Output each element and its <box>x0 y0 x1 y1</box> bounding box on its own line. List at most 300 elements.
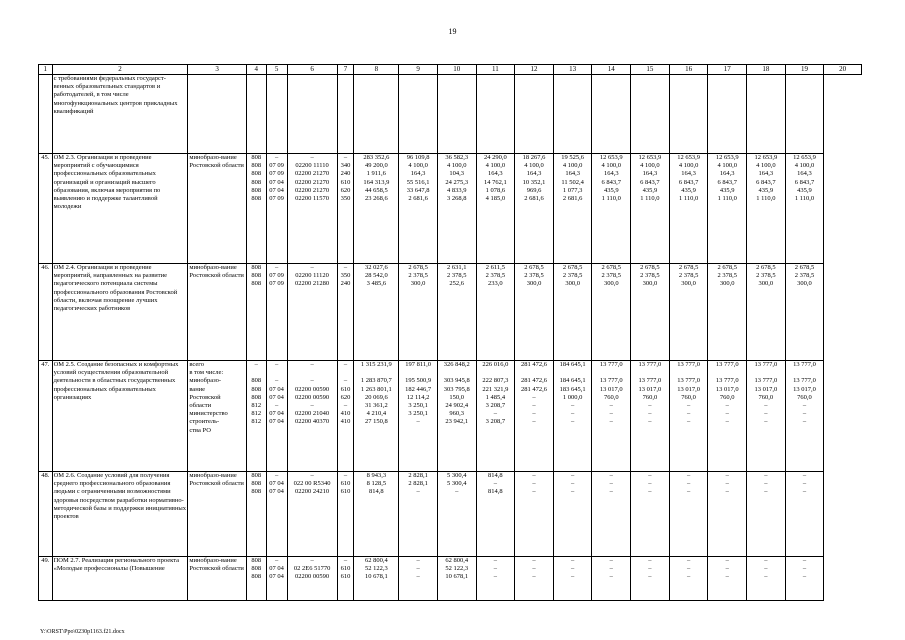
code-line: 812 <box>251 418 262 426</box>
funding-value-cell <box>708 361 747 472</box>
value-line: – <box>686 480 691 488</box>
code-line: 02200 00590 <box>295 393 330 401</box>
code-line: 808 <box>251 565 262 573</box>
funding-value-cell <box>708 557 747 601</box>
value-line: 2 678,5 <box>794 264 815 271</box>
value-line: 4 100,0 <box>524 162 544 170</box>
code-line: 02200 00590 <box>295 573 330 581</box>
value-line: 150,0 <box>449 393 465 401</box>
column-header: 8 <box>354 65 399 75</box>
funding-value-cell <box>553 264 592 361</box>
code-line: 07 04 <box>269 565 284 573</box>
executor-line: Ростовской <box>189 393 221 401</box>
value-line: – <box>532 488 536 496</box>
funding-value-cell <box>476 264 515 361</box>
value-line: 11 502,4 <box>561 178 584 186</box>
value-line: 2 378,5 <box>485 272 506 280</box>
value-line <box>632 369 668 377</box>
funding-value-cell <box>708 264 747 361</box>
budget-code-cell <box>266 557 287 601</box>
funding-value-cell <box>708 154 747 264</box>
value-line: 4 100,0 <box>717 162 737 170</box>
value-line <box>478 369 514 377</box>
value-line: 2 378,5 <box>756 272 776 280</box>
value-line: – <box>725 480 729 488</box>
value-line: 3 250,1 <box>408 401 428 409</box>
code-line: 07 04 <box>269 393 284 401</box>
funding-value-cell <box>747 75 786 154</box>
code-line: 808 <box>251 393 262 401</box>
file-path-footer: Y:\ORST\Ppo\0230p1163.f21.docx <box>40 629 125 635</box>
code-line: 07 04 <box>269 573 284 581</box>
code-line: 812 <box>251 410 262 418</box>
value-line: 300,0 <box>642 280 658 288</box>
value-line: – <box>532 401 536 409</box>
funding-value-cell <box>669 154 708 264</box>
budget-code-cell <box>337 154 354 264</box>
value-line <box>555 369 591 377</box>
table-row <box>39 361 862 472</box>
value-line: – <box>416 573 420 581</box>
value-line: 2 378,5 <box>562 272 583 280</box>
value-line: 62 800,4 <box>364 557 388 564</box>
value-line: 303 945,8 <box>443 377 470 385</box>
value-line: 24 275,3 <box>445 178 469 186</box>
value-line: 6 843,7 <box>717 178 737 186</box>
budget-code-cell <box>337 264 354 361</box>
row-number: 45. <box>39 154 53 264</box>
value-line: 13 017,0 <box>638 385 662 393</box>
code-line: 350 <box>340 194 351 202</box>
value-line: 8 943,3 <box>366 472 387 479</box>
code-line: 808 <box>251 573 262 581</box>
funding-value-cell <box>592 75 631 154</box>
value-line: – <box>764 488 768 496</box>
value-line: 31 361,2 <box>364 401 388 409</box>
value-line: 435,9 <box>642 186 658 194</box>
value-line: 164,3 <box>410 170 426 178</box>
value-line: – <box>725 573 729 581</box>
value-line: – <box>802 557 807 564</box>
value-line: – <box>764 410 768 418</box>
value-line: 13 777,0 <box>715 361 739 368</box>
funding-value-cell <box>399 264 438 361</box>
funding-value-cell <box>476 557 515 601</box>
value-line: 760,0 <box>603 393 619 401</box>
column-header: 14 <box>592 65 631 75</box>
funding-value-cell <box>669 472 708 557</box>
value-line: 4 185,0 <box>485 194 506 202</box>
value-line: 1 110,0 <box>678 194 699 202</box>
column-header: 18 <box>747 65 786 75</box>
value-line: 760,0 <box>797 393 812 401</box>
code-line: 240 <box>340 170 351 178</box>
value-line: – <box>609 480 613 488</box>
value-line: 760,0 <box>719 393 735 401</box>
value-line: – <box>686 565 691 573</box>
value-line: 4 100,0 <box>678 162 699 170</box>
budget-code-cell <box>266 361 287 472</box>
column-header: 16 <box>669 65 708 75</box>
value-line: 435,9 <box>797 186 812 194</box>
value-line <box>787 369 823 377</box>
value-line: 182 446,7 <box>405 385 432 393</box>
value-line: – <box>764 480 768 488</box>
code-line: 02200 21280 <box>295 280 330 288</box>
value-line: 6 843,7 <box>601 178 622 186</box>
column-header: 12 <box>515 65 554 75</box>
value-line: 49 200,0 <box>364 162 388 170</box>
value-line: – <box>802 480 807 488</box>
value-line: 32 027,6 <box>364 264 388 271</box>
value-line: – <box>764 565 768 573</box>
code-line: 02 2E6 51770 <box>293 565 331 573</box>
funding-value-cell <box>437 154 476 264</box>
value-line: 164 313,9 <box>363 178 390 186</box>
table-row <box>39 75 862 154</box>
value-line: 13 777,0 <box>599 377 623 385</box>
value-line: 13 777,0 <box>677 377 700 385</box>
value-line: 2 681,6 <box>524 194 544 202</box>
funding-value-cell <box>631 472 670 557</box>
value-line: 13 777,0 <box>793 361 816 368</box>
column-header: 17 <box>708 65 747 75</box>
value-line: – <box>493 410 497 418</box>
value-line: 10 678,1 <box>364 573 388 581</box>
table-row <box>39 472 862 557</box>
value-line: – <box>532 480 536 488</box>
value-line: – <box>571 565 575 573</box>
value-line: 2 828,1 <box>408 472 428 479</box>
value-line: – <box>532 557 536 564</box>
value-line: – <box>493 557 497 564</box>
row-number: 46. <box>39 264 53 361</box>
value-line: 164,3 <box>797 170 812 178</box>
responsible-executor: минобразо-вание Ростовской области <box>188 154 246 264</box>
value-line: – <box>686 401 691 409</box>
value-line: – <box>609 565 613 573</box>
value-line: 3 250,1 <box>408 410 428 418</box>
value-line: – <box>532 565 536 573</box>
value-line: – <box>571 401 575 409</box>
budget-code-cell <box>266 154 287 264</box>
funding-value-cell <box>515 75 554 154</box>
budget-code-cell <box>246 557 266 601</box>
value-line: 2 378,5 <box>640 272 660 280</box>
code-line: 410 <box>340 418 351 426</box>
code-line: 610 <box>340 480 351 488</box>
value-line: 1 000,0 <box>562 393 583 401</box>
value-line: – <box>648 401 652 409</box>
funding-value-cell <box>515 472 554 557</box>
value-line: 2 678,5 <box>601 264 622 271</box>
value-line: 760,0 <box>681 393 696 401</box>
value-line: 1 110,0 <box>601 194 621 202</box>
value-line: – <box>609 410 613 418</box>
value-line: 5 300,4 <box>446 472 467 479</box>
code-line: 620 <box>340 393 351 401</box>
code-line: 610 <box>340 385 351 393</box>
value-line: 52 122,3 <box>445 565 469 573</box>
value-line: 12 653,9 <box>638 154 662 161</box>
value-line: 36 582,3 <box>445 154 469 161</box>
value-line: – <box>493 573 497 581</box>
funding-value-cell <box>708 75 747 154</box>
value-line: – <box>493 565 497 573</box>
budget-code-cell <box>287 264 337 361</box>
funding-value-cell <box>354 472 399 557</box>
funding-value-cell <box>354 361 399 472</box>
value-line: 13 777,0 <box>638 361 662 368</box>
value-line: – <box>686 488 691 496</box>
value-line: 2 631,1 <box>446 264 467 271</box>
value-line: 252,6 <box>449 280 465 288</box>
value-line: 2 678,5 <box>562 264 583 271</box>
code-line: 808 <box>251 472 262 479</box>
budget-code-cell <box>246 361 266 472</box>
budget-code-cell <box>287 361 337 472</box>
value-line: – <box>609 401 613 409</box>
value-line: 23 268,6 <box>364 194 388 202</box>
value-line: – <box>802 418 807 426</box>
value-line: 6 843,7 <box>756 178 776 186</box>
column-header: 11 <box>476 65 515 75</box>
value-line: 4 100,0 <box>640 162 660 170</box>
measure-name: с требованиями федеральных государст-венных образовательных стандартов и работодателей, в том числе многофункциональных центров прикладных квалификаций <box>52 75 188 154</box>
value-line: 2 378,5 <box>601 272 622 280</box>
code-line: 02200 24210 <box>295 488 330 496</box>
funding-value-cell <box>399 361 438 472</box>
budget-code-cell <box>246 264 266 361</box>
value-line: – <box>686 573 691 581</box>
funding-value-cell <box>747 472 786 557</box>
code-line: 02200 21040 <box>295 410 330 418</box>
executor-line: минобразо- <box>189 377 222 385</box>
value-line: 1 911,6 <box>366 170 386 178</box>
funding-value-cell <box>437 557 476 601</box>
value-line: 2 828,1 <box>408 480 428 488</box>
value-line: – <box>764 472 768 479</box>
value-line: 24 290,0 <box>483 154 507 161</box>
value-line: – <box>532 472 536 479</box>
value-line: 164,3 <box>603 170 619 178</box>
measure-name: ОМ 2.6. Создание условий для получения среднего профессионального образования людьми с ограниченными возможностями здоровья посредством разработки нормативно-методической базы и поддержки инициативных проектов <box>52 472 188 557</box>
value-line: 6 843,7 <box>678 178 699 186</box>
code-line: 02200 11110 <box>295 162 329 170</box>
funding-value-cell <box>515 557 554 601</box>
funding-value-cell <box>631 75 670 154</box>
funding-value-cell <box>785 557 824 601</box>
value-line: – <box>648 472 652 479</box>
value-line: – <box>571 557 575 564</box>
value-line <box>748 369 784 377</box>
code-line: – <box>343 264 348 271</box>
value-line: 3 485,6 <box>366 280 387 288</box>
budget-code-cell <box>246 75 266 154</box>
value-line: 52 122,3 <box>364 565 388 573</box>
code-line: 610 <box>340 565 351 573</box>
value-line: 27 150,8 <box>364 418 388 426</box>
value-line: 300,0 <box>526 280 542 288</box>
code-line: 808 <box>251 194 262 202</box>
funding-value-cell <box>785 264 824 361</box>
code-line: 610 <box>340 178 351 186</box>
table-row <box>39 557 862 601</box>
value-line: – <box>648 557 652 564</box>
value-line: 281 472,6 <box>521 361 547 368</box>
code-line: 808 <box>251 162 262 170</box>
value-line <box>516 369 552 377</box>
value-line: 1 315 231,9 <box>360 361 392 368</box>
value-line: 814,8 <box>488 488 503 496</box>
column-header: 10 <box>437 65 476 75</box>
executor-line: ства РО <box>189 426 211 434</box>
value-line: 2 378,5 <box>524 272 544 280</box>
funding-value-cell <box>399 154 438 264</box>
value-line: 12 114,2 <box>406 393 430 401</box>
value-line: 300,0 <box>565 280 580 288</box>
value-line: 2 678,5 <box>408 264 428 271</box>
value-line: – <box>686 472 691 479</box>
measure-name: ПОМ 2.7. Реализация регионального проекта «Молодые профессионалы (Повышение <box>52 557 188 601</box>
value-line: 13 777,0 <box>754 377 778 385</box>
value-line: – <box>532 393 536 401</box>
value-line: 19 525,6 <box>561 154 585 161</box>
budget-code-cell <box>287 154 337 264</box>
value-line: – <box>493 480 497 488</box>
value-line: 814,8 <box>369 488 384 496</box>
funding-value-cell <box>553 557 592 601</box>
value-line: – <box>609 573 613 581</box>
funding-value-cell <box>553 361 592 472</box>
value-line: – <box>725 418 729 426</box>
funding-value-cell <box>631 154 670 264</box>
value-line: 2 378,5 <box>717 272 737 280</box>
value-line: 1 077,3 <box>562 186 583 194</box>
value-line: 281 472,6 <box>521 377 547 385</box>
value-line: 1 485,4 <box>485 393 506 401</box>
value-line: – <box>725 472 729 479</box>
code-line: 02200 11120 <box>295 272 329 280</box>
value-line: 814,8 <box>488 472 503 479</box>
value-line: – <box>802 488 807 496</box>
funding-value-cell <box>669 557 708 601</box>
column-header: 9 <box>399 65 438 75</box>
value-line: 760,0 <box>642 393 658 401</box>
value-line: – <box>725 488 729 496</box>
value-line: 96 109,8 <box>406 154 430 161</box>
code-line: – <box>274 557 279 564</box>
code-line: 340 <box>340 162 351 170</box>
table-row <box>39 154 862 264</box>
funding-value-cell <box>631 361 670 472</box>
value-line: 8 128,5 <box>366 480 387 488</box>
value-line: 164,3 <box>719 170 735 178</box>
value-line: 326 848,2 <box>443 361 470 368</box>
value-line: – <box>802 573 807 581</box>
funding-value-cell <box>437 361 476 472</box>
value-line: 226 016,0 <box>482 361 509 368</box>
value-line: – <box>802 401 807 409</box>
value-line: 183 645,1 <box>559 385 586 393</box>
value-line: 300,0 <box>681 280 696 288</box>
value-line: 3 208,7 <box>485 418 506 426</box>
code-line: 02200 21270 <box>295 170 330 178</box>
value-line: 10 678,1 <box>445 573 469 581</box>
value-line: 2 378,5 <box>446 272 467 280</box>
value-line: 2 378,5 <box>408 272 428 280</box>
value-line: 6 843,7 <box>640 178 660 186</box>
value-line: – <box>686 418 691 426</box>
code-line: 808 <box>251 557 262 564</box>
value-line: 13 017,0 <box>793 385 816 393</box>
code-line: – <box>310 401 314 409</box>
code-line <box>248 369 265 377</box>
responsible-executor: минобразо-вание Ростовской области <box>188 264 246 361</box>
funding-value-cell <box>747 264 786 361</box>
value-line: 2 678,5 <box>756 264 776 271</box>
column-header: 7 <box>337 65 354 75</box>
value-line: 195 500,9 <box>405 377 432 385</box>
funding-value-cell <box>476 472 515 557</box>
funding-value-cell <box>476 75 515 154</box>
measure-name: ОМ 2.5. Создание безопасных и комфортных условий осуществления образовательной деятельности в областных государственных профессиональных образовательных организациях <box>52 361 188 472</box>
executor-line: в том числе: <box>189 369 224 377</box>
value-line: 2 678,5 <box>717 264 737 271</box>
value-line <box>439 369 475 377</box>
funding-value-cell <box>592 264 631 361</box>
funding-value-cell <box>354 557 399 601</box>
value-line: 13 777,0 <box>754 361 778 368</box>
funding-value-cell <box>631 264 670 361</box>
column-header: 13 <box>553 65 592 75</box>
code-line: – <box>343 377 348 385</box>
measure-name: ОМ 2.3. Организация и проведение мероприятий с обучающимися профессиональных образовательных организаций и организаций высшего образования, включая мероприятия по выявлению и поддержке талантливой молодежи <box>52 154 188 264</box>
budget-code-cell <box>246 154 266 264</box>
value-line: 4 100,0 <box>408 162 428 170</box>
budget-code-cell <box>287 557 337 601</box>
value-line: 1 283 870,7 <box>360 377 392 385</box>
funding-value-cell <box>592 361 631 472</box>
responsible-executor <box>188 361 246 472</box>
value-line: – <box>764 557 768 564</box>
value-line <box>593 369 629 377</box>
row-number: 48. <box>39 472 53 557</box>
funding-value-cell <box>669 361 708 472</box>
code-line: 02200 40370 <box>295 418 330 426</box>
value-line: 1 110,0 <box>640 194 660 202</box>
value-line: 184 645,1 <box>559 377 586 385</box>
budget-code-cell <box>287 75 337 154</box>
value-line: 2 681,6 <box>562 194 583 202</box>
code-line: 350 <box>340 272 351 280</box>
value-line: – <box>455 488 459 496</box>
code-line: 620 <box>340 186 351 194</box>
value-line: – <box>532 418 536 426</box>
value-line: 4 210,4 <box>366 410 387 418</box>
code-line: 07 04 <box>269 410 284 418</box>
value-line: 18 267,6 <box>522 154 546 161</box>
value-line: 303 795,8 <box>443 385 470 393</box>
value-line: 44 658,5 <box>364 186 388 194</box>
funding-value-cell <box>399 557 438 601</box>
budget-code-cell <box>337 557 354 601</box>
value-line: – <box>686 410 691 418</box>
code-line: 07 09 <box>269 170 284 178</box>
funding-value-cell <box>515 264 554 361</box>
budget-table <box>38 64 862 601</box>
value-line: 1 110,0 <box>794 194 815 202</box>
